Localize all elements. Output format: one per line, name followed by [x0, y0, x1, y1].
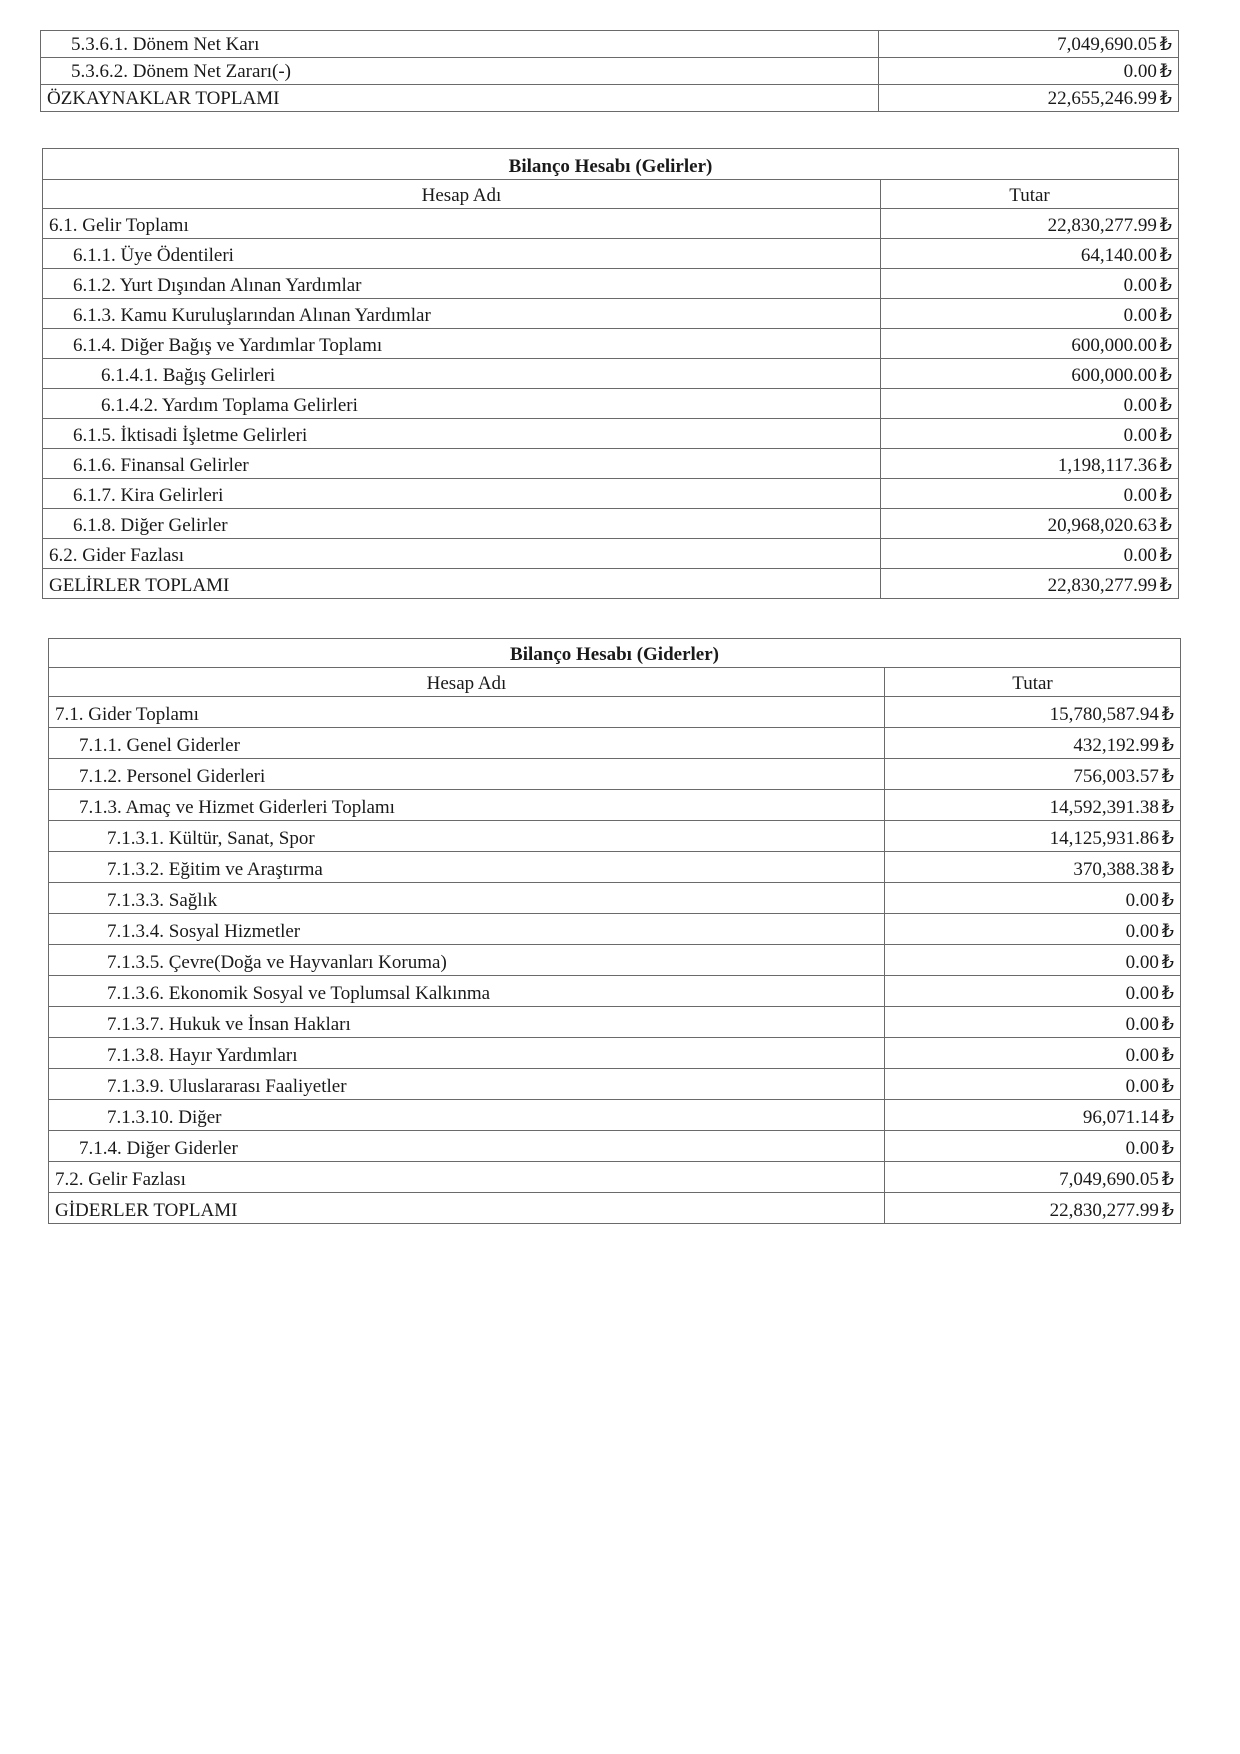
account-name: ÖZKAYNAKLAR TOPLAMI — [41, 85, 879, 112]
currency-symbol: ₺ — [1161, 952, 1175, 974]
amount-cell — [885, 1193, 1181, 1224]
amount-value: 0.00 — [1123, 275, 1157, 297]
amount-cell — [881, 419, 1179, 449]
income-header-account-name: Hesap Adı — [43, 180, 881, 209]
account-name: 7.1.3.5. Çevre(Doğa ve Hayvanları Koruma) — [49, 945, 885, 976]
account-name: 6.1. Gelir Toplamı — [43, 209, 881, 239]
currency-symbol: ₺ — [1159, 215, 1172, 237]
amount-value: 0.00 — [1125, 1014, 1159, 1036]
currency-symbol: ₺ — [1161, 1200, 1175, 1222]
expense-header-amount: Tutar — [885, 668, 1181, 697]
amount-value: 0.00 — [1123, 425, 1157, 447]
table-row — [49, 1193, 1181, 1224]
table-row — [49, 1007, 1181, 1038]
amount-cell — [885, 697, 1181, 728]
amount-cell — [885, 1069, 1181, 1100]
amount-cell — [885, 1007, 1181, 1038]
amount-cell — [879, 31, 1179, 58]
account-name: 7.1.3. Amaç ve Hizmet Giderleri Toplamı — [49, 790, 885, 821]
account-name: 7.1.3.8. Hayır Yardımları — [49, 1038, 885, 1069]
amount-value: 432,192.99 — [1073, 735, 1159, 757]
amount-cell — [881, 299, 1179, 329]
account-name: 5.3.6.2. Dönem Net Zararı(-) — [41, 58, 879, 85]
amount-cell — [885, 728, 1181, 759]
currency-symbol: ₺ — [1159, 245, 1172, 267]
account-name: 6.1.8. Diğer Gelirler — [43, 509, 881, 539]
table-row — [49, 1038, 1181, 1069]
account-name: 7.1.3.7. Hukuk ve İnsan Hakları — [49, 1007, 885, 1038]
currency-symbol: ₺ — [1159, 365, 1172, 387]
amount-value: 0.00 — [1125, 983, 1159, 1005]
amount-value: 14,592,391.38 — [1049, 797, 1159, 819]
account-name: 7.1.3.10. Diğer — [49, 1100, 885, 1131]
account-name: GELİRLER TOPLAMI — [43, 569, 881, 599]
account-name: 6.1.4.2. Yardım Toplama Gelirleri — [43, 389, 881, 419]
table-row — [49, 1162, 1181, 1193]
table-row — [43, 389, 1179, 419]
currency-symbol: ₺ — [1161, 1045, 1175, 1067]
amount-value: 756,003.57 — [1073, 766, 1159, 788]
table-row — [41, 58, 1179, 85]
table-row — [43, 419, 1179, 449]
table-row — [49, 852, 1181, 883]
amount-cell — [881, 509, 1179, 539]
amount-value: 370,388.38 — [1073, 859, 1159, 881]
amount-value: 0.00 — [1125, 1045, 1159, 1067]
amount-value: 0.00 — [1123, 395, 1157, 417]
amount-value: 22,830,277.99 — [1049, 1200, 1159, 1222]
account-name: 6.1.3. Kamu Kuruluşlarından Alınan Yardımlar — [43, 299, 881, 329]
amount-cell — [879, 85, 1179, 112]
currency-symbol: ₺ — [1159, 515, 1172, 537]
account-name: 7.1.3.9. Uluslararası Faaliyetler — [49, 1069, 885, 1100]
account-name: GİDERLER TOPLAMI — [49, 1193, 885, 1224]
table-row — [49, 759, 1181, 790]
amount-value: 22,830,277.99 — [1047, 215, 1157, 237]
currency-symbol: ₺ — [1161, 1107, 1175, 1129]
currency-symbol: ₺ — [1161, 766, 1175, 788]
account-name: 7.1.3.1. Kültür, Sanat, Spor — [49, 821, 885, 852]
amount-cell — [885, 1162, 1181, 1193]
amount-cell — [881, 389, 1179, 419]
amount-value: 7,049,690.05 — [1057, 34, 1157, 56]
amount-value: 0.00 — [1125, 1076, 1159, 1098]
amount-cell — [885, 759, 1181, 790]
currency-symbol: ₺ — [1161, 859, 1175, 881]
account-name: 6.1.2. Yurt Dışından Alınan Yardımlar — [43, 269, 881, 299]
amount-value: 600,000.00 — [1071, 335, 1157, 357]
table-row — [43, 329, 1179, 359]
amount-value: 22,655,246.99 — [1047, 88, 1157, 110]
amount-cell — [881, 449, 1179, 479]
account-name: 7.1.3.2. Eğitim ve Araştırma — [49, 852, 885, 883]
currency-symbol: ₺ — [1161, 890, 1175, 912]
amount-value: 0.00 — [1123, 61, 1157, 83]
amount-cell — [881, 569, 1179, 599]
account-name: 7.1.3.4. Sosyal Hizmetler — [49, 914, 885, 945]
table-row — [49, 945, 1181, 976]
account-name: 7.1.4. Diğer Giderler — [49, 1131, 885, 1162]
table-row — [49, 697, 1181, 728]
currency-symbol: ₺ — [1159, 34, 1172, 56]
amount-value: 96,071.14 — [1082, 1107, 1159, 1129]
amount-value: 0.00 — [1123, 545, 1157, 567]
account-name: 7.1.3.3. Sağlık — [49, 883, 885, 914]
currency-symbol: ₺ — [1159, 455, 1172, 477]
currency-symbol: ₺ — [1161, 735, 1175, 757]
table-row — [49, 976, 1181, 1007]
amount-cell — [885, 821, 1181, 852]
table-row — [43, 509, 1179, 539]
account-name: 7.1.1. Genel Giderler — [49, 728, 885, 759]
currency-symbol: ₺ — [1161, 1076, 1175, 1098]
amount-cell — [881, 239, 1179, 269]
amount-cell — [885, 1131, 1181, 1162]
amount-value: 64,140.00 — [1080, 245, 1157, 267]
amount-cell — [879, 58, 1179, 85]
account-name: 6.1.6. Finansal Gelirler — [43, 449, 881, 479]
currency-symbol: ₺ — [1159, 305, 1172, 327]
amount-cell — [885, 883, 1181, 914]
amount-value: 0.00 — [1123, 305, 1157, 327]
currency-symbol: ₺ — [1159, 485, 1172, 507]
table-row — [41, 31, 1179, 58]
amount-cell — [881, 539, 1179, 569]
amount-cell — [885, 790, 1181, 821]
account-name: 6.1.1. Üye Ödentileri — [43, 239, 881, 269]
account-name: 7.2. Gelir Fazlası — [49, 1162, 885, 1193]
currency-symbol: ₺ — [1161, 1169, 1175, 1191]
account-name: 6.2. Gider Fazlası — [43, 539, 881, 569]
table-row — [43, 239, 1179, 269]
amount-value: 0.00 — [1125, 890, 1159, 912]
currency-symbol: ₺ — [1159, 545, 1172, 567]
income-header-amount: Tutar — [881, 180, 1179, 209]
amount-cell — [881, 329, 1179, 359]
table-row — [41, 85, 1179, 112]
table-row — [49, 914, 1181, 945]
currency-symbol: ₺ — [1161, 704, 1175, 726]
currency-symbol: ₺ — [1161, 983, 1175, 1005]
table-row — [43, 209, 1179, 239]
currency-symbol: ₺ — [1161, 828, 1175, 850]
table-row — [43, 539, 1179, 569]
table-row — [43, 299, 1179, 329]
amount-cell — [885, 1100, 1181, 1131]
income-table-title: Bilanço Hesabı (Gelirler) — [43, 149, 1179, 180]
currency-symbol: ₺ — [1161, 921, 1175, 943]
account-name: 6.1.7. Kira Gelirleri — [43, 479, 881, 509]
amount-value: 20,968,020.63 — [1047, 515, 1157, 537]
currency-symbol: ₺ — [1161, 1138, 1175, 1160]
amount-value: 0.00 — [1123, 485, 1157, 507]
amount-value: 22,830,277.99 — [1047, 575, 1157, 597]
table-row — [49, 728, 1181, 759]
amount-value: 15,780,587.94 — [1049, 704, 1159, 726]
table-row — [49, 790, 1181, 821]
table-row — [49, 883, 1181, 914]
amount-cell — [881, 269, 1179, 299]
table-row — [43, 269, 1179, 299]
amount-value: 0.00 — [1125, 1138, 1159, 1160]
table-row — [49, 1131, 1181, 1162]
account-name: 6.1.4.1. Bağış Gelirleri — [43, 359, 881, 389]
currency-symbol: ₺ — [1159, 395, 1172, 417]
amount-cell — [881, 209, 1179, 239]
currency-symbol: ₺ — [1159, 575, 1172, 597]
amount-value: 0.00 — [1125, 952, 1159, 974]
amount-cell — [885, 914, 1181, 945]
expense-header-account-name: Hesap Adı — [49, 668, 885, 697]
currency-symbol: ₺ — [1159, 425, 1172, 447]
equity-summary-table — [40, 30, 1179, 112]
account-name: 6.1.4. Diğer Bağış ve Yardımlar Toplamı — [43, 329, 881, 359]
currency-symbol: ₺ — [1159, 61, 1172, 83]
amount-value: 600,000.00 — [1071, 365, 1157, 387]
amount-cell — [885, 1038, 1181, 1069]
currency-symbol: ₺ — [1159, 275, 1172, 297]
table-row — [43, 569, 1179, 599]
amount-cell — [881, 479, 1179, 509]
amount-value: 1,198,117.36 — [1057, 455, 1157, 477]
currency-symbol: ₺ — [1161, 797, 1175, 819]
table-row — [43, 449, 1179, 479]
amount-cell — [881, 359, 1179, 389]
account-name: 5.3.6.1. Dönem Net Karı — [41, 31, 879, 58]
expense-balance-table — [48, 638, 1181, 1224]
account-name: 7.1.3.6. Ekonomik Sosyal ve Toplumsal Kalkınma — [49, 976, 885, 1007]
expense-table-title: Bilanço Hesabı (Giderler) — [49, 639, 1181, 668]
account-name: 7.1.2. Personel Giderleri — [49, 759, 885, 790]
table-row — [49, 821, 1181, 852]
amount-cell — [885, 852, 1181, 883]
amount-value: 14,125,931.86 — [1049, 828, 1159, 850]
currency-symbol: ₺ — [1159, 335, 1172, 357]
currency-symbol: ₺ — [1161, 1014, 1175, 1036]
account-name: 7.1. Gider Toplamı — [49, 697, 885, 728]
table-row — [43, 479, 1179, 509]
income-balance-table — [42, 148, 1179, 599]
amount-cell — [885, 976, 1181, 1007]
currency-symbol: ₺ — [1159, 88, 1172, 110]
amount-value: 7,049,690.05 — [1059, 1169, 1159, 1191]
table-row — [43, 359, 1179, 389]
table-row — [49, 1069, 1181, 1100]
account-name: 6.1.5. İktisadi İşletme Gelirleri — [43, 419, 881, 449]
amount-value: 0.00 — [1125, 921, 1159, 943]
amount-cell — [885, 945, 1181, 976]
table-row — [49, 1100, 1181, 1131]
